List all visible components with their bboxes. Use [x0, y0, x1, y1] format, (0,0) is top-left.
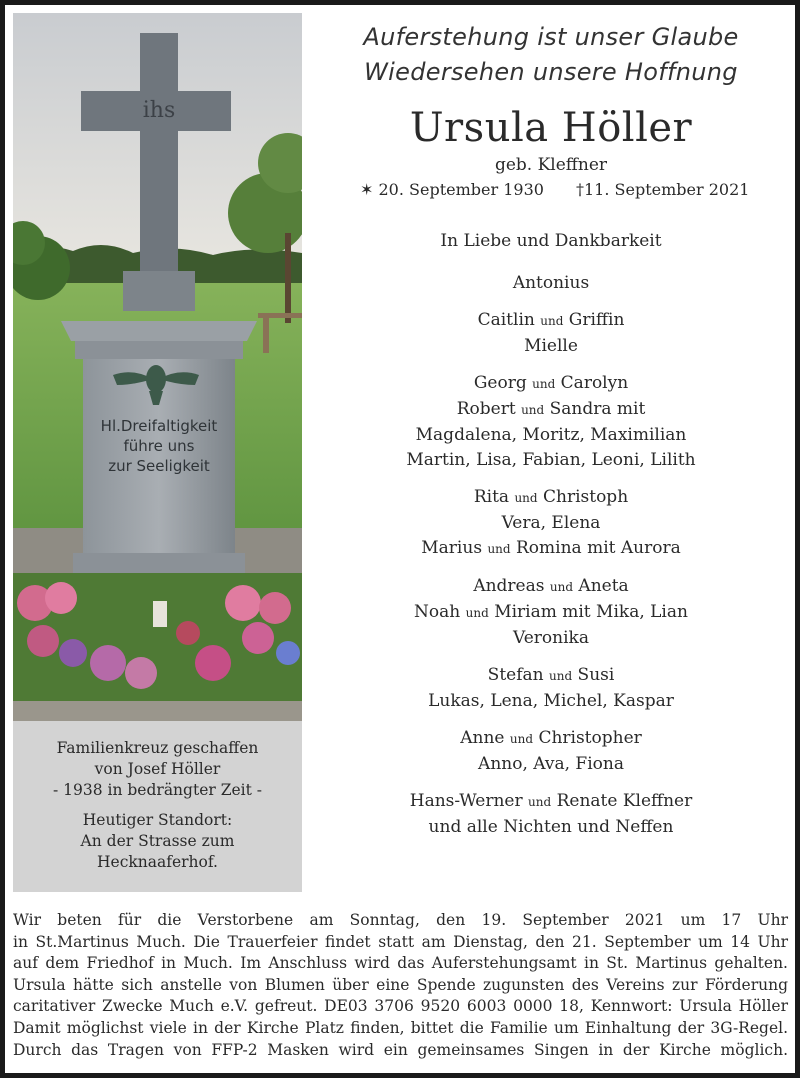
caption-line-6: Hecknaaferhof. [97, 853, 218, 871]
und-word: und [521, 403, 545, 417]
und-word: und [487, 542, 511, 556]
caption-line-3: - 1938 in bedrängter Zeit - [52, 781, 262, 799]
death-date: †11. September 2021 [576, 180, 750, 199]
mourner-line: Lukas, Lena, Michel, Kaspar [428, 691, 674, 711]
cross-photo-illustration [13, 13, 302, 721]
mourner-name: Marius [421, 538, 483, 558]
mourner-group [318, 485, 784, 562]
mourner-line: Anno, Ava, Fiona [478, 754, 624, 774]
inscription-line-1: Hl.Dreifaltigkeit [100, 417, 218, 435]
mourner-name: Miriam mit Mika, Lian [494, 602, 688, 622]
life-dates [318, 179, 784, 201]
memorial-cross-photo [13, 13, 302, 721]
und-word: und [528, 795, 552, 809]
mourner-group [318, 271, 784, 296]
mourner-line [318, 574, 784, 600]
mourner-name: Christopher [538, 728, 642, 748]
mourner-name: Anne [460, 728, 505, 748]
mourners-list [318, 229, 784, 840]
und-word: und [465, 606, 489, 620]
mourner-line [318, 726, 784, 752]
mourner-name: Carolyn [560, 373, 629, 393]
mourner-line: Veronika [513, 628, 589, 648]
motto [318, 20, 784, 90]
mourner-name: Susi [577, 665, 615, 685]
mourner-line: Vera, Elena [501, 513, 601, 533]
notice-line-3: auf dem Friedhof in Much. Im Anschluss wird das Auferstehungsamt in St. Martinus gehalten. [13, 954, 788, 973]
notice-line-4: Ursula hätte sich anstelle von Blumen über eine Spende zugunsten des Vereins zur Förderung [13, 975, 788, 994]
mourner-line [318, 371, 784, 397]
mourner-group [318, 726, 784, 777]
motto-line-2: Wiedersehen unsere Hoffnung [364, 58, 738, 86]
mourner-name: Christoph [543, 487, 629, 507]
mourner-name: Robert [456, 399, 516, 419]
born-name: geb. Kleffner [494, 155, 608, 175]
mourner-line [318, 600, 784, 626]
und-word: und [540, 314, 564, 328]
mourners-intro: In Liebe und Dankbarkeit [440, 231, 662, 251]
mourner-name: Caitlin [477, 310, 535, 330]
mourner-name: Sandra mit [549, 399, 646, 419]
cross-monogram: ihs [142, 98, 176, 123]
caption-line-2: von Josef Höller [94, 760, 221, 778]
und-word: und [509, 732, 534, 746]
mourner-line [318, 536, 784, 562]
mourner-group [318, 371, 784, 473]
notice-line-1: Wir beten für die Verstorbene am Sonntag, den 19. September 2021 um 17 Uhr [13, 911, 788, 929]
caption-line-5: An der Strasse zum [80, 832, 235, 850]
mourner-name: Aneta [578, 576, 629, 596]
und-word: und [514, 491, 538, 505]
mourner-name: Noah [414, 602, 461, 622]
mourner-line [318, 485, 784, 511]
mourner-line [318, 308, 784, 334]
motto-line-1: Auferstehung ist unser Glaube [363, 23, 739, 51]
inscription-line-2: führe uns [123, 437, 195, 455]
mourner-line: Antonius [512, 273, 590, 293]
mourner-line: Magdalena, Moritz, Maximilian [415, 425, 687, 445]
notice-line-5: caritativer Zwecke Much e.V. gefreut. DE03 3706 9520 6003 0000 18, Kennwort: Ursula Höller [13, 997, 788, 1016]
mourner-name: Hans-Werner [409, 791, 523, 811]
und-word: und [532, 377, 556, 391]
mourner-name: Stefan [487, 665, 544, 685]
caption-line-1: Familienkreuz geschaffen [56, 739, 259, 757]
mourner-name: Griffin [568, 310, 625, 330]
mourner-line: und alle Nichten und Neffen [428, 817, 674, 837]
mourner-group [318, 663, 784, 714]
deceased-name: Ursula Höller [409, 105, 693, 151]
mourner-line [318, 663, 784, 689]
mourner-name: Andreas [473, 576, 545, 596]
obituary-text-column [318, 20, 784, 852]
mourner-name: Renate Kleffner [556, 791, 693, 811]
photo-caption [13, 721, 302, 892]
mourner-group [318, 308, 784, 359]
service-notice [13, 910, 788, 1061]
mourner-name: Georg [473, 373, 527, 393]
und-word: und [549, 669, 573, 683]
notice-line-2: in St.Martinus Much. Die Trauerfeier findet statt am Dienstag, den 21. September um 14 Uhr [13, 932, 788, 951]
mourner-line [318, 397, 784, 423]
inscription-line-3: zur Seeligkeit [108, 457, 210, 475]
mourner-line: Mielle [524, 336, 578, 356]
mourner-name: Rita [473, 487, 510, 507]
birth-date: ✶ 20. September 1930 [360, 180, 544, 199]
mourner-line [318, 789, 784, 815]
mourner-group [318, 789, 784, 840]
notice-line-6: Damit möglichst viele in der Kirche Platz finden, bittet die Familie um Einhaltung der 3G-Regel. [13, 1018, 788, 1037]
notice-line-7: Durch das Tragen von FFP-2 Masken wird ein gemeinsames Singen in der Kirche möglich. [13, 1040, 788, 1059]
mourner-name: Romina mit Aurora [516, 538, 681, 558]
und-word: und [549, 580, 574, 594]
mourner-group [318, 574, 784, 651]
mourner-line: Martin, Lisa, Fabian, Leoni, Lilith [406, 450, 696, 470]
caption-line-4: Heutiger Standort: [82, 811, 233, 829]
